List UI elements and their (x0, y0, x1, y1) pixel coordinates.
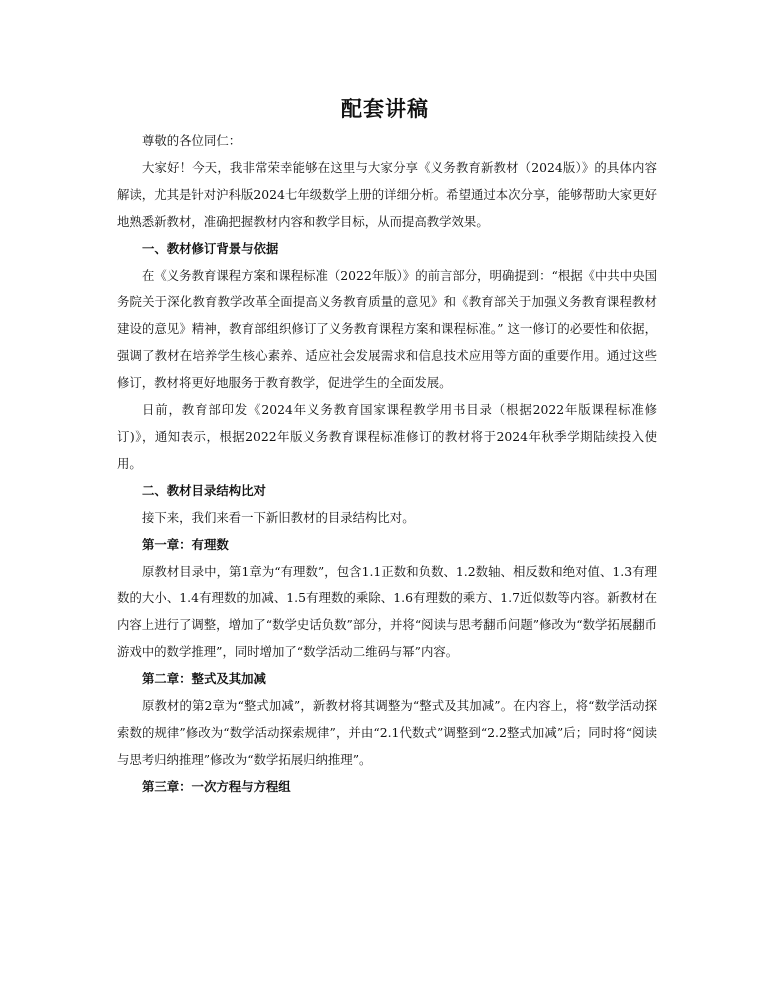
intro-paragraph: 大家好！今天，我非常荣幸能够在这里与大家分享《义务教育新教材（2024版）》的具体内容解读，尤其是针对沪科版2024七年级数学上册的详细分析。希望通过本次分享，能够帮助大家更好地熟悉新教材，准确把握教材内容和教学目标，从而提高教学效果。 (117, 159, 657, 229)
section-heading-toc-compare: 二、教材目录结构比对 (142, 482, 266, 498)
chapter1-paragraph: 原教材目录中，第1章为“有理数”，包含1.1正数和负数、1.2数轴、相反数和绝对值、1.3有理数的大小、1.4有理数的加减、1.5有理数的乘除、1.6有理数的乘方、1.7近似数等内容。新教材在内容上进行了调整，增加了“数学史话负数”部分，并将“阅读与思考翻币问题”修改为“数学拓展翻币游戏中的数学推理”，同时增加了“数学活动二维码与幂”内容。 (117, 563, 657, 660)
document-title: 配套讲稿 (341, 96, 429, 121)
chapter2-paragraph: 原教材的第2章为“整式加减”，新教材将其调整为“整式及其加减”。在内容上，将“数学活动探索数的规律”修改为“数学活动探索规律”，并由“2.1代数式”调整到“2.2整式加减”后；同时将“阅读与思考归纳推理”修改为“数学拓展归纳推理”。 (117, 698, 657, 767)
chapter3-heading: 第三章：一次方程与方程组 (142, 778, 291, 794)
notice-paragraph: 日前，教育部印发《2024年义务教育国家课程教学用书目录（根据2022年版课程标准修订)》，通知表示，根据2022年版义务教育课程标准修订的教材将于2024年秋季学期陆续投入使用。 (117, 402, 657, 471)
chapter2-heading: 第二章：整式及其加减 (142, 671, 266, 687)
chapter1-heading: 第一章：有理数 (142, 536, 229, 552)
document-body (117, 128, 657, 801)
background-paragraph: 在《义务教育课程方案和课程标准（2022年版）》的前言部分，明确提到：“根据《中共中央国务院关于深化教育教学改革全面提高义务教育质量的意见》和《教育部关于加强义务教育课程教材建设的意见》精神，教育部组织修订了义务教育课程方案和课程标准。” 这一修订的必要性和依据，强调了教材在培养学生核心素养、适应社会发展需求和信息技术应用等方面的重要作用。通过这些修订，教材将更好地服务于教育教学，促进学生的全面发展。 (117, 267, 657, 391)
greeting: 尊敬的各位同仁： (142, 133, 242, 148)
toc-intro-paragraph: 接下来，我们来看一下新旧教材的目录结构比对。 (142, 509, 415, 525)
section-heading-background: 一、教材修订背景与依据 (142, 240, 279, 256)
